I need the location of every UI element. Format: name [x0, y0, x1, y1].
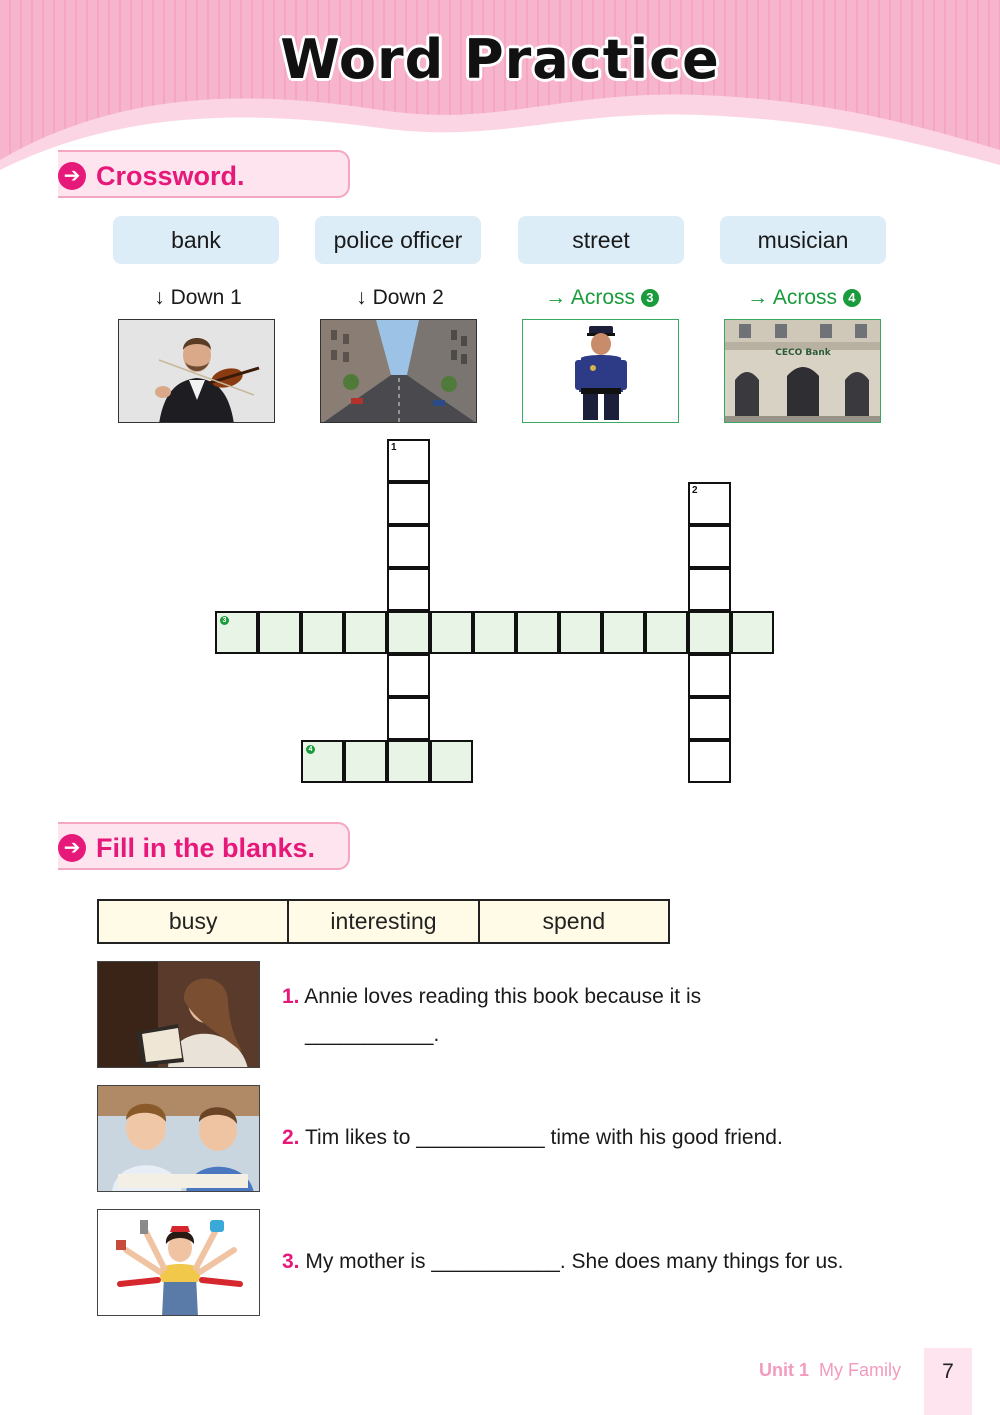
crossword-cell[interactable] [688, 482, 731, 525]
cell-number: 2 [692, 485, 698, 496]
crossword-cell[interactable] [301, 611, 344, 654]
arrow-right-icon: ➔ [58, 162, 86, 190]
arrow-right-icon: ➔ [58, 834, 86, 862]
crossword-cell[interactable] [387, 740, 430, 783]
reading-woman-photo [97, 961, 260, 1068]
crossword-cell[interactable] [387, 525, 430, 568]
arrow-right-icon: → [545, 286, 567, 309]
cell-number: 4 [306, 745, 315, 754]
crossword-cell[interactable] [215, 611, 258, 654]
clue-across-3: → Across 3 [522, 286, 682, 310]
word-bank-item: police officer [315, 216, 481, 264]
crossword-cell[interactable] [387, 568, 430, 611]
clue-down-1: ↓ Down 1 [154, 286, 242, 309]
crossword-cell[interactable] [387, 654, 430, 697]
arrow-down-icon: ↓ [356, 286, 367, 309]
crossword-cell[interactable] [344, 611, 387, 654]
crossword-cell[interactable] [387, 482, 430, 525]
footer-unit: Unit 1 My Family [759, 1360, 902, 1380]
police-officer-photo [522, 319, 679, 423]
boys-reading-photo [97, 1085, 260, 1192]
word-bank-item: busy [99, 901, 289, 942]
crossword-cell[interactable] [645, 611, 688, 654]
crossword-heading: Crossword. [96, 161, 245, 191]
word-bank-item: interesting [289, 901, 479, 942]
crossword-cell[interactable] [430, 611, 473, 654]
crossword-cell[interactable] [387, 611, 430, 654]
word-bank-item: bank [113, 216, 279, 264]
crossword-cell[interactable] [688, 654, 731, 697]
crossword-cell[interactable] [258, 611, 301, 654]
number-badge: 4 [843, 289, 861, 307]
crossword-cell[interactable] [387, 697, 430, 740]
page-title: Word Practice [280, 28, 720, 91]
busy-mother-photo [97, 1209, 260, 1316]
crossword-cell[interactable] [559, 611, 602, 654]
word-bank-item: musician [720, 216, 886, 264]
crossword-cell[interactable] [344, 740, 387, 783]
crossword-cell[interactable] [688, 568, 731, 611]
fill-word-bank [97, 899, 670, 944]
crossword-cell[interactable] [731, 611, 774, 654]
arrow-right-icon: → [747, 286, 769, 309]
clue-down-2: ↓ Down 2 [356, 286, 444, 309]
number-badge: 3 [641, 289, 659, 307]
fill-blanks-section-banner [58, 822, 350, 870]
page-number: 7 [924, 1348, 972, 1415]
crossword-section-banner [58, 150, 350, 198]
crossword-cell[interactable] [516, 611, 559, 654]
crossword-cell[interactable] [688, 611, 731, 654]
crossword-cell[interactable] [473, 611, 516, 654]
crossword-cell[interactable] [430, 740, 473, 783]
arrow-down-icon: ↓ [154, 286, 165, 309]
crossword-cell[interactable] [602, 611, 645, 654]
crossword-cell[interactable] [688, 697, 731, 740]
crossword-cell[interactable] [387, 439, 430, 482]
question-3: 3. My mother is ___________. She does many things for us. [282, 1250, 844, 1273]
cell-number: 3 [220, 616, 229, 625]
word-bank-item: street [518, 216, 684, 264]
crossword-cell[interactable] [301, 740, 344, 783]
word-bank-item: spend [542, 908, 606, 934]
city-street-photo [320, 319, 477, 423]
crossword-cell[interactable] [688, 740, 731, 783]
cell-number: 1 [391, 442, 397, 453]
bank-sign: CECO Bank [775, 348, 831, 358]
violinist-photo [118, 319, 275, 423]
crossword-cell[interactable] [688, 525, 731, 568]
clue-across-4: → Across 4 [724, 286, 884, 310]
question-1-blank: ___________. [305, 1023, 440, 1046]
bank-building-photo [724, 319, 881, 423]
question-2: 2. Tim likes to ___________ time with his good friend. [282, 1126, 783, 1149]
question-1: 1. Annie loves reading this book because it is [282, 985, 702, 1008]
fill-blanks-heading: Fill in the blanks. [96, 833, 316, 863]
